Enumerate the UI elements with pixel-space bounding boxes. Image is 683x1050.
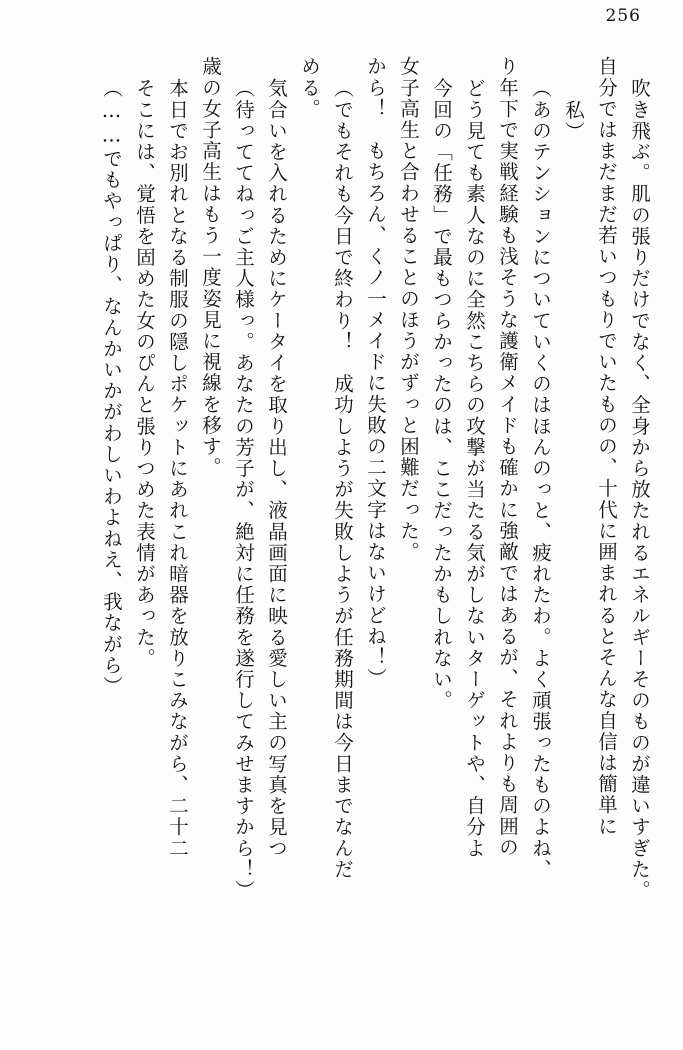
text-column: （あのテンションについていくのはほんのっと、疲れたわ。よく頑張ったものよね、	[529, 78, 552, 880]
text-column: （でもそれも今日で終わり！ 成功しようが失敗しようが任務期間は今日までなんだ	[331, 78, 354, 880]
text-column: 吹き飛ぶ。肌の張りだけでなく、全身から放たれるエネルギーそのものが違いすぎた。	[628, 78, 651, 901]
text-column: 私）	[562, 100, 585, 143]
text-column: 女子高生と合わせることのほうがずっと困難だった。	[397, 56, 420, 563]
text-column: 本日でお別れとなる制服の隠しポケットにあれこれ暗器を放りこみながら、二十二	[166, 78, 189, 859]
text-column: そこには、覚悟を固めた女のぴんと張りつめた表情があった。	[133, 78, 156, 669]
text-column: める。	[298, 56, 321, 120]
text-column: 歳の女子高生はもう一度姿見に視線を移す。	[199, 56, 222, 478]
page-text-body	[34, 56, 649, 1016]
text-column: （……でもやっぱり、なんかいかがわしいわよねえ、我ながら）	[100, 78, 123, 697]
text-column: 気合いを入れるためにケータイを取り出し、液晶画面に映る愛しい主の写真を見つ	[265, 78, 288, 859]
page-number: 256	[605, 6, 641, 26]
text-column: 今回の「任務」で最もつらかったのは、ここだったかもしれない。	[430, 78, 453, 711]
text-column: から！ もちろん、くノ一メイドに失敗の二文字はないけどね！）	[364, 56, 387, 689]
text-column: どう見ても素人なのに全然こちらの攻撃が当たる気がしないターゲットや、自分よ	[463, 78, 486, 859]
text-column: 自分ではまだまだ若いつもりでいたものの、十代に囲まれるとそんな自信は簡単に	[595, 56, 618, 837]
text-column: り年下で実戦経験も浅そうな護衛メイドも確かに強敵ではあるが、それよりも周囲の	[496, 56, 519, 858]
text-column: （待っててねっご主人様っ。あなたの芳子が、絶対に任務を遂行してみせますから！）	[232, 78, 255, 901]
